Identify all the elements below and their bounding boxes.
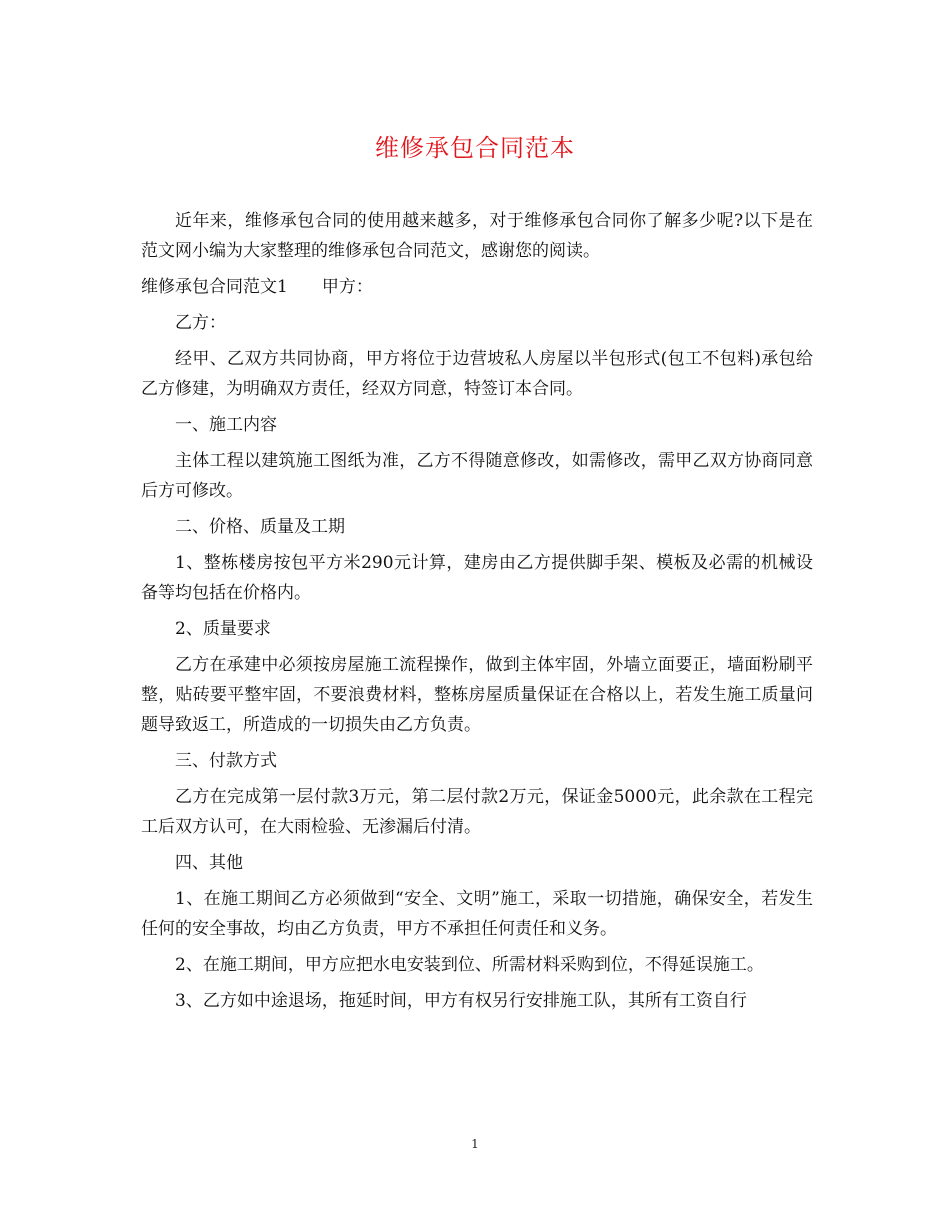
document-title: 维修承包合同范本	[375, 134, 575, 162]
preamble-paragraph: 经甲、乙双方共同协商，甲方将位于边营坡私人房屋以半包形式(包工不包料)承包给乙方修建，为明确双方责任，经双方同意，特签订本合同。	[141, 349, 813, 399]
section3-text: 乙方在完成第一层付款3万元，第二层付款2万元，保证金5000元，此余款在工程完工后双方认可，在大雨检验、无渗漏后付清。	[141, 787, 813, 837]
section2-item2-text: 乙方在承建中必须按房屋施工流程操作，做到主体牢固，外墙立面要正，墙面粉刷平整，贴砖要平整牢固，不要浪费材料，整栋房屋质量保证在合格以上，若发生施工质量问题导致返工，所造成的一切损失由乙方负责。	[141, 655, 813, 735]
section2-item1: 1、整栋楼房按包平方米290元计算，建房由乙方提供脚手架、模板及必需的机械设备等均包括在价格内。	[141, 553, 813, 603]
intro-paragraph: 近年来，维修承包合同的使用越来越多，对于维修承包合同你了解多少呢?以下是在范文网小编为大家整理的维修承包合同范文，感谢您的阅读。	[141, 211, 813, 261]
page-number: 1	[471, 1137, 479, 1151]
party-a-label: 甲方：	[321, 277, 373, 297]
document-body	[141, 206, 813, 1022]
party-b-label: 乙方：	[175, 313, 226, 333]
sample-heading-line	[141, 272, 813, 302]
section4-item2: 2、在施工期间，甲方应把水电安装到位、所需材料采购到位，不得延误施工。	[175, 955, 764, 975]
section4-item3: 3、乙方如中途退场，拖延时间，甲方有权另行安排施工队，其所有工资自行	[175, 991, 747, 1011]
section2-item2-title: 2、质量要求	[175, 619, 271, 639]
sample-heading: 维修承包合同范文1	[141, 277, 288, 297]
section3-title: 三、付款方式	[175, 751, 277, 771]
section2-title: 二、价格、质量及工期	[175, 517, 345, 537]
section4-title: 四、其他	[175, 853, 243, 873]
section1-text: 主体工程以建筑施工图纸为准，乙方不得随意修改，如需修改，需甲乙双方协商同意后方可修改。	[141, 451, 813, 501]
section4-item1: 1、在施工期间乙方必须做到“安全、文明”施工，采取一切措施，确保安全，若发生任何的安全事故，均由乙方负责，甲方不承担任何责任和义务。	[141, 889, 813, 939]
section1-title: 一、施工内容	[175, 415, 277, 435]
